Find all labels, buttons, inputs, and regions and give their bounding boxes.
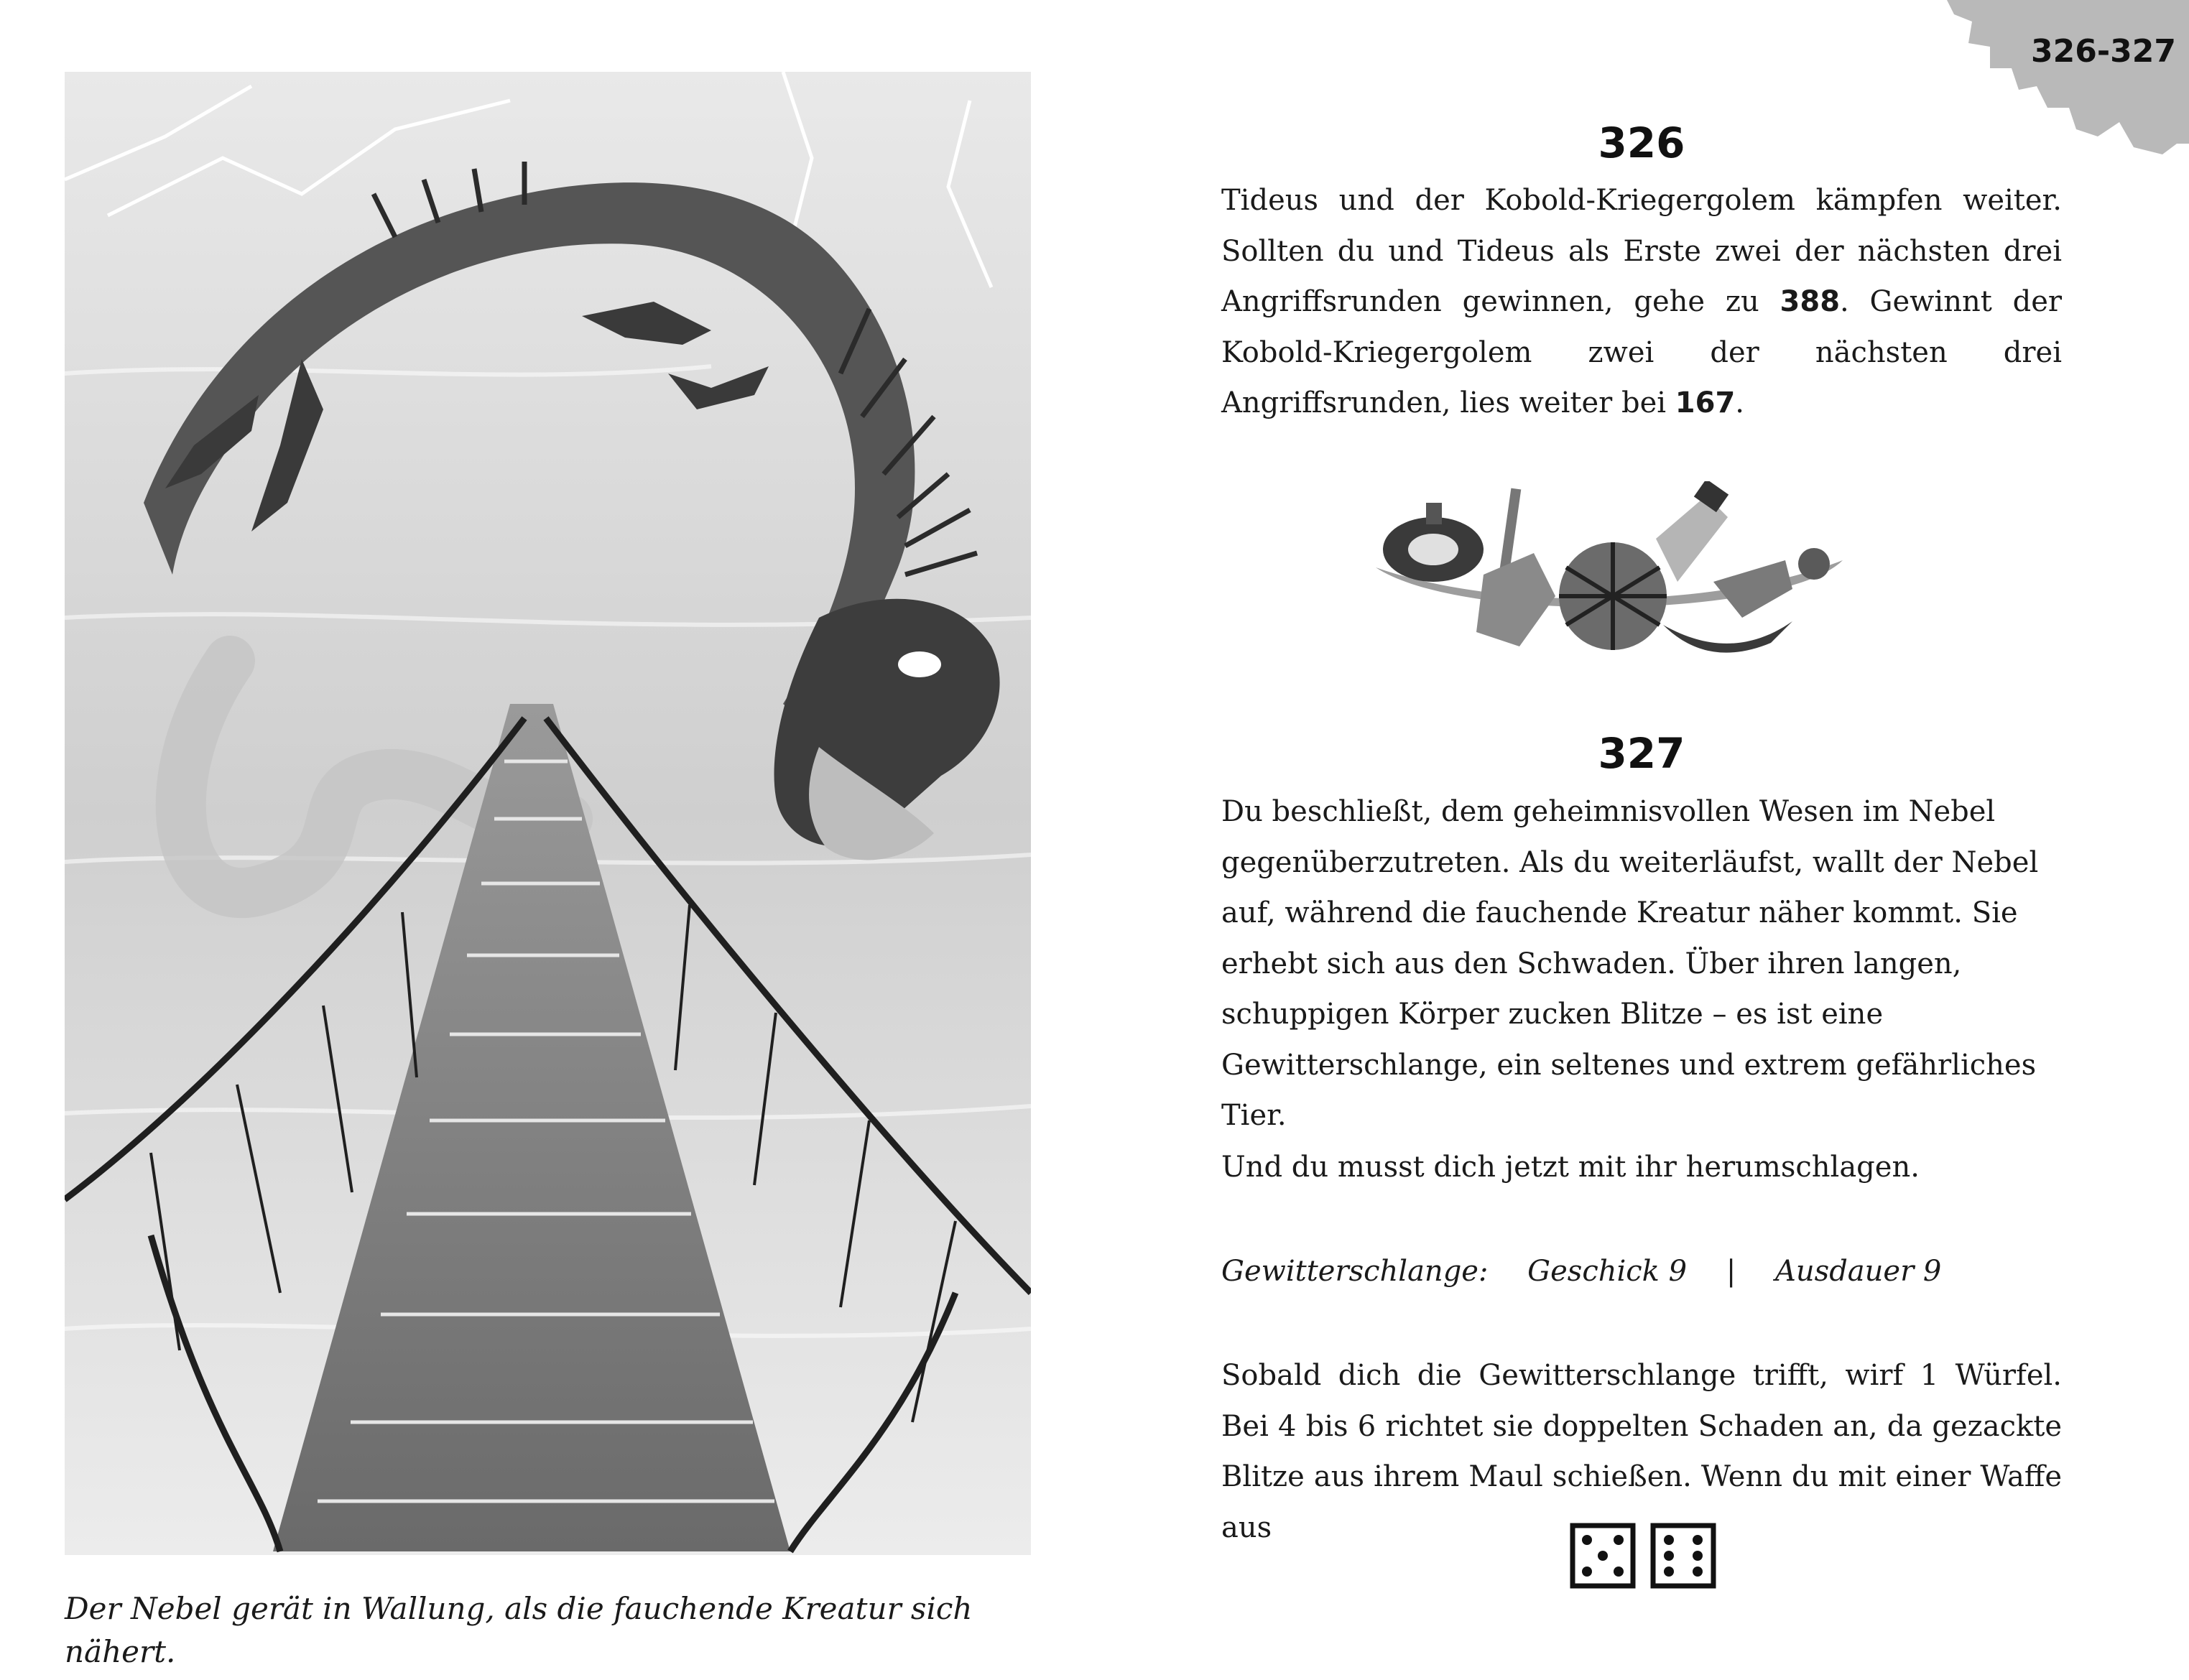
section-327-paragraph-2: Und du musst dich jetzt mit ihr herumschlagen. xyxy=(1221,1151,1920,1184)
illustration-caption: Der Nebel gerät in Wallung, als die fauchende Kreatur sich nähert. xyxy=(65,1591,973,1669)
stat-separator: | xyxy=(1726,1255,1736,1288)
enemy-name: Gewitterschlange: xyxy=(1221,1255,1489,1288)
section-number-326: 326 xyxy=(1598,119,1685,167)
section-327-paragraph-3: Sobald dich die Gewitterschlange trifft, wirf 1 Würfel. Bei 4 bis 6 richtet sie doppelten Schaden an, da gezackte Blitze aus ihrem Maul schießen. Wenn du mit einer Waffe aus xyxy=(1221,1359,2062,1544)
serpent-bridge-illustration xyxy=(65,72,1031,1555)
section-link-388[interactable]: 388 xyxy=(1780,285,1841,318)
section-number-327: 327 xyxy=(1598,729,1685,778)
enemy-skill: Geschick 9 xyxy=(1527,1255,1688,1288)
section-326-paragraph xyxy=(1221,175,2062,429)
enemy-stamina: Ausdauer 9 xyxy=(1775,1255,1942,1288)
die-six-icon xyxy=(1653,1526,1713,1586)
text-segment: . xyxy=(1735,386,1745,419)
section-327-paragraph-1: Du beschließt, dem geheimnisvollen Wesen im Nebel gegenüberzutreten. Als du weiterläufst, wallt der Nebel auf, während die fauchende Kreatur näher kommt. Sie erhebt sich aus den Schwaden. Über ihren langen, schuppigen Körper zucken Blitze – es ist eine Gewitterschlange, ein seltenes und extrem gefährliches Tier. xyxy=(1221,795,2039,1132)
dice-icon xyxy=(1570,1523,1717,1589)
die-five-icon xyxy=(1573,1526,1633,1586)
section-link-167[interactable]: 167 xyxy=(1675,386,1736,419)
text-segment: . Gewinnt der Kobold-Kriegergolem zwei der nächsten drei Angriffsrunden, lies weiter bei xyxy=(1221,285,2062,419)
text-segment: Tideus und der Kobold-Kriegergolem kämpfen weiter. Sollten du und Tideus als Erste zwei der nächsten drei Angriffsrunden gewinnen, gehe zu xyxy=(1221,184,2062,318)
enemy-stat-block xyxy=(1221,1246,2062,1296)
serpent-eye xyxy=(898,651,941,677)
page-range-label: 326-327 xyxy=(2031,33,2176,70)
potion-icon xyxy=(1354,481,1857,668)
potion-treasure-ornament xyxy=(1354,481,1857,668)
